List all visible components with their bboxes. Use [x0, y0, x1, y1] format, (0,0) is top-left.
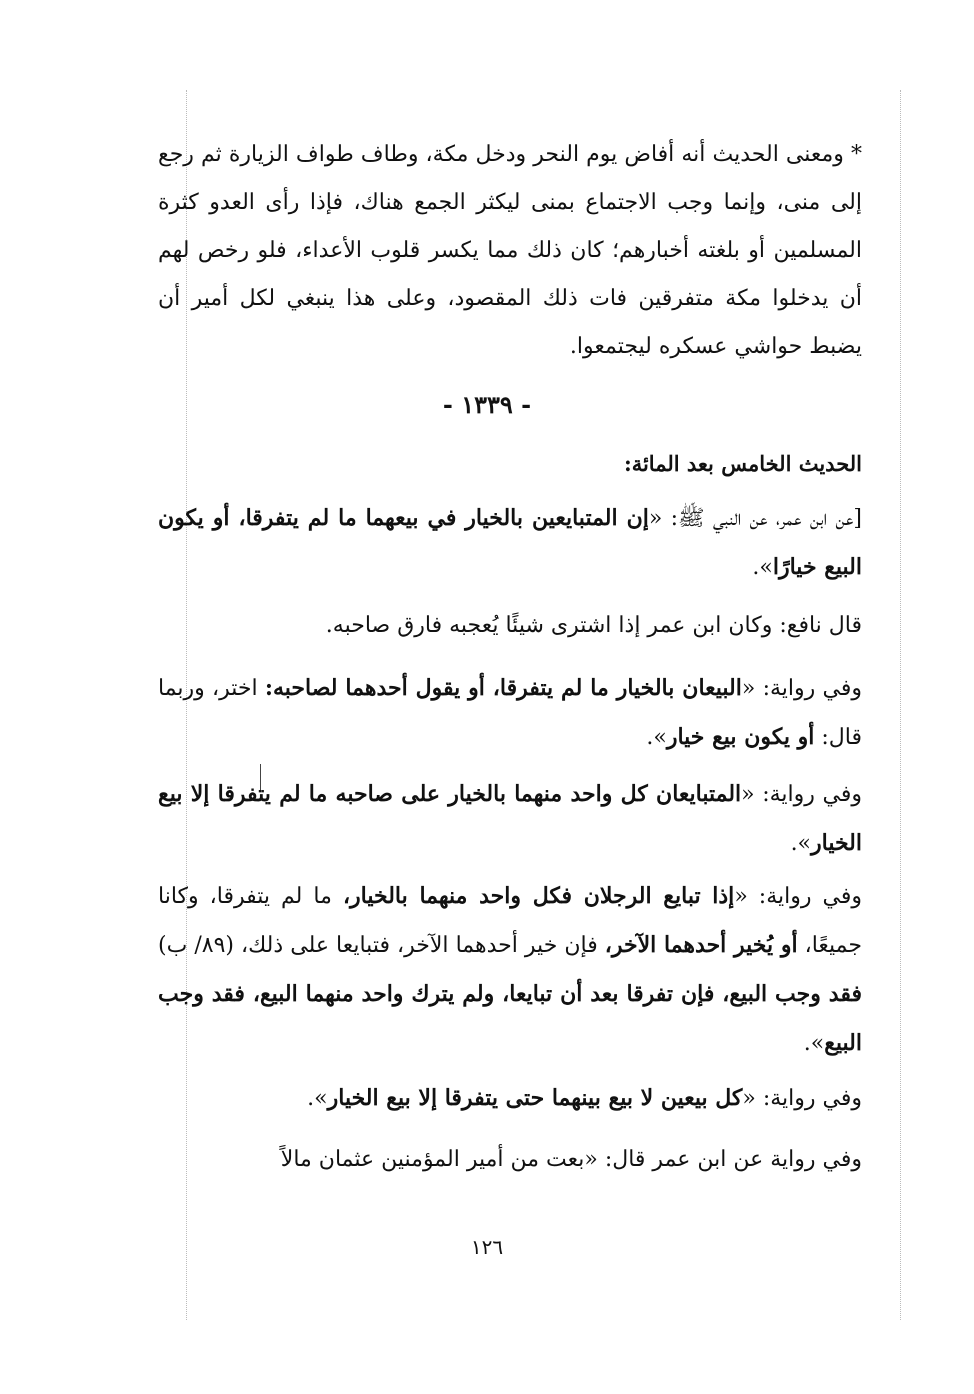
narration-text: فإن خير أحدهما الآخر، فتبايعا على ذلك، (٨٩/ ب)	[158, 933, 605, 958]
narration-variant	[158, 872, 862, 1068]
narration-intro: وفي رواية: «	[742, 1086, 862, 1111]
narration-variant: وفي رواية عن ابن عمر قال: «بعت من أمير المؤمنين عثمان مالاً	[280, 1147, 862, 1172]
hadith-quote: المتبايعان كل واحد منهما بالخيار على صاحبه ما لم يتفرقا إلا بيع الخيار	[158, 781, 862, 856]
page-number: ١٢٦	[470, 1235, 504, 1259]
commentary-paragraph: * ومعنى الحديث أنه أفاض يوم النحر ودخل مكة، وطاف طواف الزيارة ثم رجع إلى منى، وإنما وجب الاجتماع بمنى ليكثر الجمع هناك، فإذا رأى العدو كثرة المسلمين أو بلغته أخبارهم؛ كان ذلك مما يكسر قلوب الأعداء، فلو رخص لهم أن يدخلوا مكة متفرقين فات ذلك المقصود، وعلى هذا ينبغي لكل أمير أن يضبط حواشي عسكره ليجتمعوا.	[158, 142, 862, 359]
hadith-quote: أو يُخير أحدهما الآخر،	[604, 932, 798, 958]
narration-intro: وفي رواية: «	[734, 884, 863, 909]
narration-intro: وفي رواية: «	[741, 676, 862, 701]
quote-close: ».	[646, 725, 667, 750]
hadith-quote: فقد وجب البيع، فإن تفرقا بعد أن تبايعا، ولم يترك واحد منهما البيع، فقد وجب البيع	[158, 981, 862, 1056]
quote-close: ».	[803, 1031, 825, 1056]
hadith-number: - ١٣٣٩ -	[442, 390, 532, 419]
hadith-text	[158, 494, 862, 592]
narration-text: اختر، وربما قال:	[158, 676, 862, 750]
hadith-quote: البيعان بالخيار ما لم يتفرقا، أو يقول أحدهما لصاحبه:	[264, 675, 742, 701]
quote-close: ».	[790, 831, 812, 856]
hadith-quote: إن المتبايعين بالخيار في بيعهما ما لم يتفرقا، أو يكون البيع خيارًا	[158, 505, 862, 580]
quote-close: ».	[307, 1086, 328, 1111]
narration-intro: وفي رواية: «	[741, 782, 862, 807]
hadith-quote: إذا تبايع الرجلان فكل واحد منهما بالخيار،	[342, 883, 735, 909]
quote-close: ».	[752, 555, 773, 580]
nafi-statement: قال نافع: وكان ابن عمر إذا اشترى شيئًا يُعجبه فارق صاحبه.	[325, 613, 862, 638]
hadith-quote: أو يكون بيع خيار	[666, 724, 815, 750]
hadith-quote: كل بيعين لا بيع بينهما حتى يتفرقا إلا بيع الخيار	[327, 1085, 743, 1111]
margin-rule-right	[900, 90, 901, 1320]
narration-text: ما لم يتفرقا، وكانا جميعًا،	[158, 884, 862, 958]
narration-variant	[158, 770, 862, 868]
narration-intro: [عن ابن عمر، عن النبي ﷺ: «	[648, 506, 862, 531]
narration-variant	[158, 1074, 862, 1123]
section-heading: الحديث الخامس بعد المائة:	[623, 451, 862, 476]
narration-variant	[158, 664, 862, 762]
